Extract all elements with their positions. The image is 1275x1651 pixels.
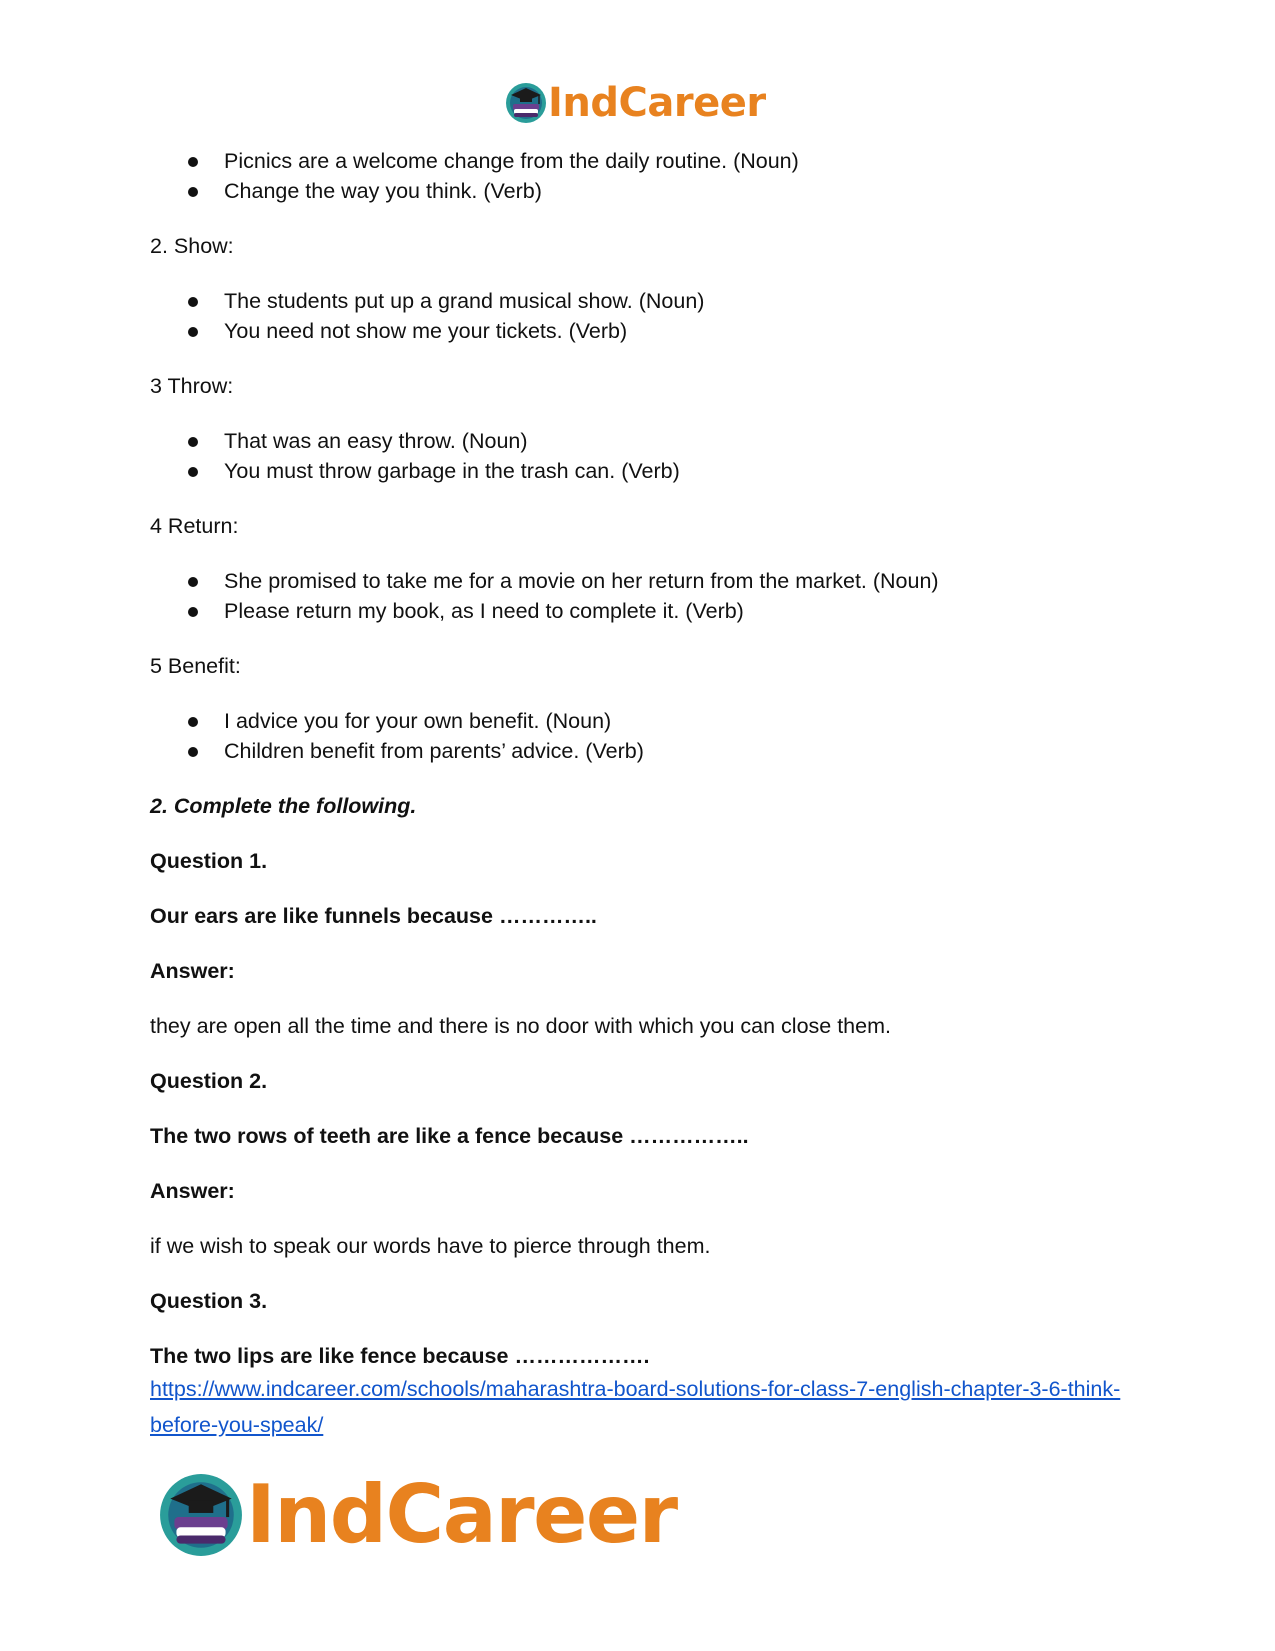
list-item: You must throw garbage in the trash can. (Verb) xyxy=(150,456,1150,486)
answer-1-text: they are open all the time and there is no door with which you can close them. xyxy=(150,1014,891,1038)
benefit-examples-list xyxy=(150,706,1150,766)
brand-wordmark: IndCareer xyxy=(548,80,766,126)
list-item: I advice you for your own benefit. (Noun) xyxy=(150,706,1150,736)
bullet-icon xyxy=(188,437,198,447)
bullet-icon xyxy=(188,717,198,727)
graduation-cap-books-icon xyxy=(158,1472,244,1558)
document-body xyxy=(150,146,1150,1443)
word-heading-throw: 3 Throw: xyxy=(150,374,234,398)
brand-wordmark: IndCareer xyxy=(246,1468,677,1561)
list-item: Picnics are a welcome change from the daily routine. (Noun) xyxy=(150,146,1150,176)
list-item: That was an easy throw. (Noun) xyxy=(150,426,1150,456)
bullet-icon xyxy=(188,327,198,337)
answer-1-label: Answer: xyxy=(150,959,235,983)
question-1-text: Our ears are like funnels because ………….. xyxy=(150,904,597,928)
bullet-icon xyxy=(188,607,198,617)
bullet-icon xyxy=(188,467,198,477)
word-heading-benefit: 5 Benefit: xyxy=(150,654,241,678)
bullet-icon xyxy=(188,187,198,197)
list-item: You need not show me your tickets. (Verb) xyxy=(150,316,1150,346)
bullet-icon xyxy=(188,157,198,167)
question-2-label: Question 2. xyxy=(150,1069,268,1093)
show-examples-list xyxy=(150,286,1150,346)
list-item: The students put up a grand musical show. (Noun) xyxy=(150,286,1150,316)
question-3-label: Question 3. xyxy=(150,1289,268,1313)
return-examples-list xyxy=(150,566,1150,626)
question-2-text: The two rows of teeth are like a fence because …………….. xyxy=(150,1124,749,1148)
bullet-icon xyxy=(188,747,198,757)
exercise-heading: 2. Complete the following. xyxy=(150,794,417,818)
header-logo xyxy=(505,78,766,128)
question-3-text: The two lips are like fence because ………………. xyxy=(150,1344,650,1368)
throw-examples-list xyxy=(150,426,1150,486)
list-item: She promised to take me for a movie on her return from the market. (Noun) xyxy=(150,566,1150,596)
bullet-icon xyxy=(188,297,198,307)
answer-2-label: Answer: xyxy=(150,1179,235,1203)
word-heading-return: 4 Return: xyxy=(150,514,239,538)
list-item: Please return my book, as I need to complete it. (Verb) xyxy=(150,596,1150,626)
list-item: Children benefit from parents’ advice. (Verb) xyxy=(150,736,1150,766)
answer-2-text: if we wish to speak our words have to pierce through them. xyxy=(150,1234,711,1258)
footer-logo xyxy=(158,1465,677,1565)
change-examples-list xyxy=(150,146,1150,206)
source-url-link[interactable]: https://www.indcareer.com/schools/maharashtra-board-solutions-for-class-7-english-chapter-3-6-think-before-you-speak/ xyxy=(150,1377,1121,1437)
graduation-cap-books-icon xyxy=(505,82,547,124)
list-item: Change the way you think. (Verb) xyxy=(150,176,1150,206)
question-1-label: Question 1. xyxy=(150,849,268,873)
bullet-icon xyxy=(188,577,198,587)
word-heading-show: 2. Show: xyxy=(150,234,234,258)
